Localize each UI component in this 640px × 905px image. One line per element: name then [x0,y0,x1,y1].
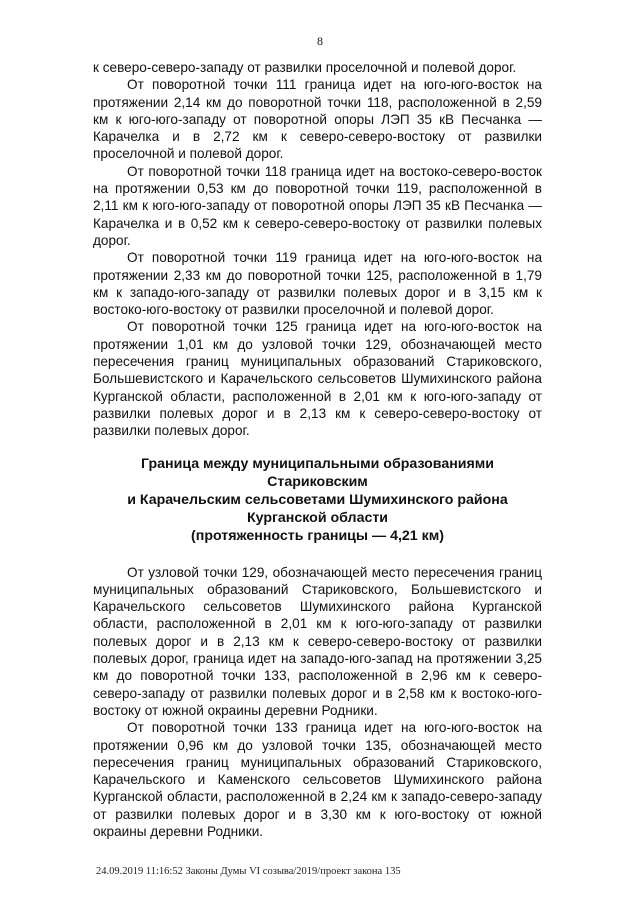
paragraph: От узловой точки 129, обозначающей место пересечения границ муниципальных образований Стариковского, Большевистского и Карачельского сельсоветов Шумихинского района Курганской области, расположенной в 2,01 км к юго-юго-западу от развилки полевых дорог и в 2,13 км к северо-северо-востоку от развилки полевых дорог, граница идет на западо-юго-запад на протяжении 3,25 км до поворотной точки 133, расположенной в 2,96 км к северо-северо-западу от развилки полевых дорог и в 2,58 км к востоко-юго-востоку от южной окраины деревни Родники. [93,564,542,718]
document-footer: 24.09.2019 11:16:52 Законы Думы VI созыва/2019/проект закона 135 [96,866,401,877]
paragraph: От поворотной точки 133 граница идет на юго-юго-восток на протяжении 0,96 км до узловой точки 135, обозначающей место пересечения границ муниципальных образований Стариковского, Карачельского и Каменского сельсоветов Шумихинского района Курганской области, расположенной в 2,24 км к западо-северо-западу от развилки полевых дорог и в 3,30 км к юго-востоку от южной окраины деревни Родники. [93,720,542,839]
page-number: 8 [317,34,323,48]
paragraph: От поворотной точки 111 граница идет на юго-юго-восток на протяжении 2,14 км до поворотной точки 118, расположенной в 2,59 км к юго-юго-западу от поворотной опоры ЛЭП 35 кВ Песчанка — Карачелка и в 2,72 км к северо-северо-востоку от развилки проселочной и полевой дорог. [93,77,542,162]
heading-line: Курганской области [246,509,389,526]
heading-line: и Карачельским сельсоветами Шумихинского района [127,491,508,508]
paragraph: От поворотной точки 119 граница идет на юго-юго-восток на протяжении 2,33 км до поворотной точки 125, расположенной в 1,79 км к западо-юго-западу от развилки полевых дорог и в 3,15 км к востоко-юго-востоку от развилки проселочной и полевой дорог. [93,250,542,318]
paragraph: От поворотной точки 118 граница идет на востоко-северо-восток на протяжении 0,53 км до поворотной точки 119, расположенной в 2,11 км к юго-юго-западу от поворотной опоры ЛЭП 35 кВ Песчанка — Карачелка и в 0,52 км к северо-северо-востоку от развилки полевых дорог. [93,163,542,248]
paragraph: От поворотной точки 125 граница идет на юго-юго-восток на протяжении 1,01 км до узловой точки 129, обозначающей место пересечения границ муниципальных образований Стариковского, Большевистского и Карачельского сельсоветов Шумихинского района Курганской области, расположенной в 2,01 км к юго-юго-западу от развилки полевых дорог и в 2,13 км к северо-северо-востоку от развилки полевых дорог. [93,319,542,439]
section-heading [93,455,542,545]
paragraph-continuation: к северо-северо-западу от развилки проселочной и полевой дорог. [93,60,517,75]
heading-length: (протяженность границы — 4,21 км) [191,527,444,544]
heading-line: Граница между муниципальными образованиями Стариковским [140,455,495,490]
document-body [93,59,542,840]
